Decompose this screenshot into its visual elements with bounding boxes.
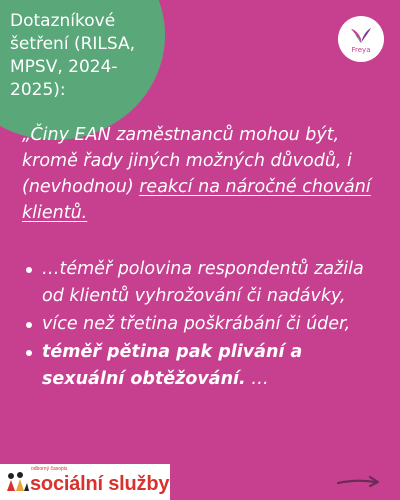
arrow-right-icon[interactable]: [336, 474, 382, 488]
list-item: [42, 339, 372, 393]
quote-paragraph: [22, 122, 382, 226]
freya-logo-text: Freya: [351, 45, 371, 54]
quote-underlined-text: reakcí na náročné chování klientů.: [22, 177, 371, 223]
list-item-ellipsis: …: [245, 369, 269, 389]
list-item-text: …téměř polovina respondentů zažila od klientů vyhrožování či nadávky,: [42, 259, 364, 306]
people-icon: [4, 469, 30, 495]
findings-list: [42, 256, 372, 394]
list-item-text: téměř pětina pak plivání a sexuální obtěžování.: [42, 342, 303, 389]
socialni-sluzby-logo: [0, 464, 170, 500]
survey-source-label: Dotazníkové šetření (RILSA, MPSV, 2024-2025):: [10, 11, 136, 100]
list-item: [42, 311, 372, 338]
list-item: [42, 256, 372, 310]
quote-text: „Činy EAN zaměstnanců mohou být, kromě řady jiných možných důvodů, i (nevhodnou): [22, 125, 352, 197]
brand-name: sociální služby: [30, 473, 170, 495]
brand-subtitle: odborný časopis: [31, 466, 68, 472]
list-item-text: více než třetina poškrábání či úder,: [42, 314, 351, 334]
freya-logo: [338, 16, 384, 62]
freya-butterfly-icon: [350, 27, 372, 45]
